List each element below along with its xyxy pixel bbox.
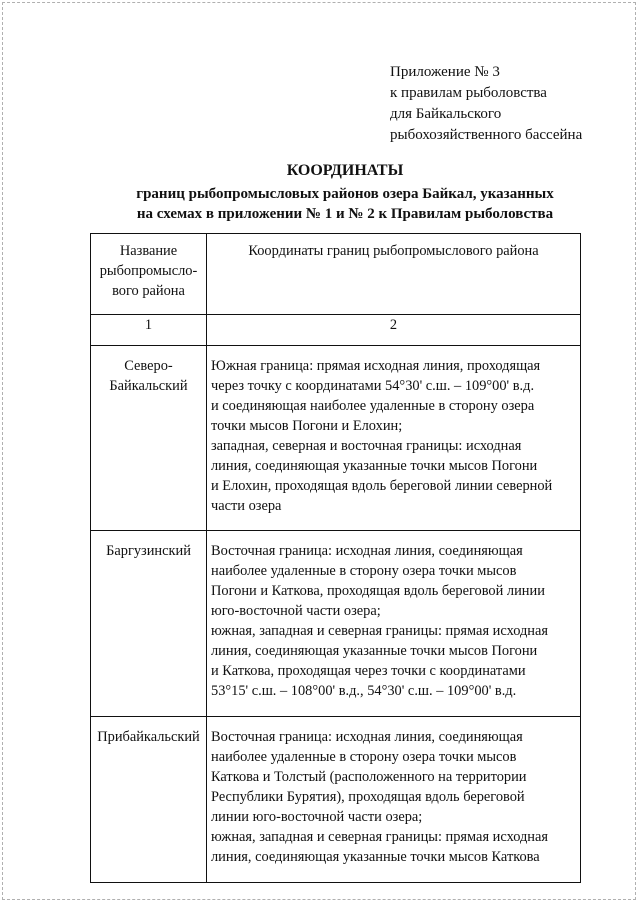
boundary-line: Восточная граница: исходная линия, соединяющая (211, 729, 523, 745)
document-subtitle-line: границ рыбопромысловых районов озера Байкал, указанных (136, 186, 554, 202)
district-boundary-cell (207, 531, 581, 717)
boundary-line: линия, соединяющая указанные точки мысов Погони (211, 458, 538, 474)
boundary-line: юго-восточной части озера; (211, 603, 381, 619)
table-row (91, 346, 581, 531)
document-title: КООРДИНАТЫ (286, 162, 404, 179)
boundary-line: и Каткова, проходящая через точки с координатами (211, 663, 526, 679)
document-heading (90, 161, 600, 224)
table-row (91, 717, 581, 883)
appendix-line: для Байкальского (390, 106, 502, 122)
header-name-line: вого района (112, 283, 185, 299)
boundary-line: южная, западная и северная границы: прямая исходная (211, 623, 549, 639)
table-number-row (91, 315, 581, 346)
appendix-line: рыбохозяйственного бассейна (390, 127, 583, 143)
district-name-line: Северо- (124, 358, 173, 374)
boundary-line: и Елохин, проходящая вдоль береговой линии северной (211, 478, 553, 494)
boundary-line: линия, соединяющая указанные точки мысов Погони (211, 643, 538, 659)
boundary-line: Каткова и Толстый (расположенного на территории (211, 769, 527, 785)
boundary-line: и соединяющая наиболее удаленные в сторону озера (211, 398, 535, 414)
coordinates-table (90, 233, 581, 883)
boundary-line: 53°15' с.ш. – 108°00' в.д., 54°30' с.ш. – 109°00' в.д. (211, 683, 517, 699)
table-header-row (91, 234, 581, 315)
district-boundary-cell (207, 717, 581, 883)
boundary-line: линии юго-восточной части озера; (211, 809, 423, 825)
boundary-line: точки мысов Погони и Елохин; (211, 418, 403, 434)
boundary-line: части озера (211, 498, 282, 514)
district-name-line: Прибайкальский (97, 729, 200, 745)
boundary-line: южная, западная и северная границы: прямая исходная (211, 829, 549, 845)
boundary-line: западная, северная и восточная границы: исходная (211, 438, 522, 454)
header-name-line: Название (119, 243, 178, 259)
boundary-line: Восточная граница: исходная линия, соединяющая (211, 543, 523, 559)
district-name-line: Баргузинский (106, 543, 191, 559)
appendix-line: Приложение № 3 (390, 64, 500, 80)
appendix-note (390, 62, 582, 146)
boundary-line: Южная граница: прямая исходная линия, проходящая (211, 358, 541, 374)
boundary-line: наиболее удаленные в сторону озера точки мысов (211, 563, 517, 579)
header-cell-name (91, 234, 207, 315)
district-name-cell (91, 717, 207, 883)
table-row (91, 531, 581, 717)
district-name-cell (91, 346, 207, 531)
boundary-line: через точку с координатами 54°30' с.ш. – 109°00' в.д. (211, 378, 535, 394)
column-number: 2 (207, 315, 581, 346)
boundary-line: Республики Бурятия), проходящая вдоль береговой (211, 789, 525, 805)
document-subtitle-line: на схемах в приложении № 1 и № 2 к Правилам рыболовства (136, 206, 554, 222)
boundary-line: линия, соединяющая указанные точки мысов Каткова (211, 849, 540, 865)
appendix-line: к правилам рыболовства (390, 85, 547, 101)
header-name-line: рыбопромысло- (99, 263, 198, 279)
district-name-cell (91, 531, 207, 717)
boundary-line: Погони и Каткова, проходящая вдоль береговой линии (211, 583, 545, 599)
district-name-line: Байкальский (109, 378, 188, 394)
header-cell-coordinates: Координаты границ рыбопромыслового района (207, 234, 581, 315)
boundary-line: наиболее удаленные в сторону озера точки мысов (211, 749, 517, 765)
column-number: 1 (91, 315, 207, 346)
district-boundary-cell (207, 346, 581, 531)
